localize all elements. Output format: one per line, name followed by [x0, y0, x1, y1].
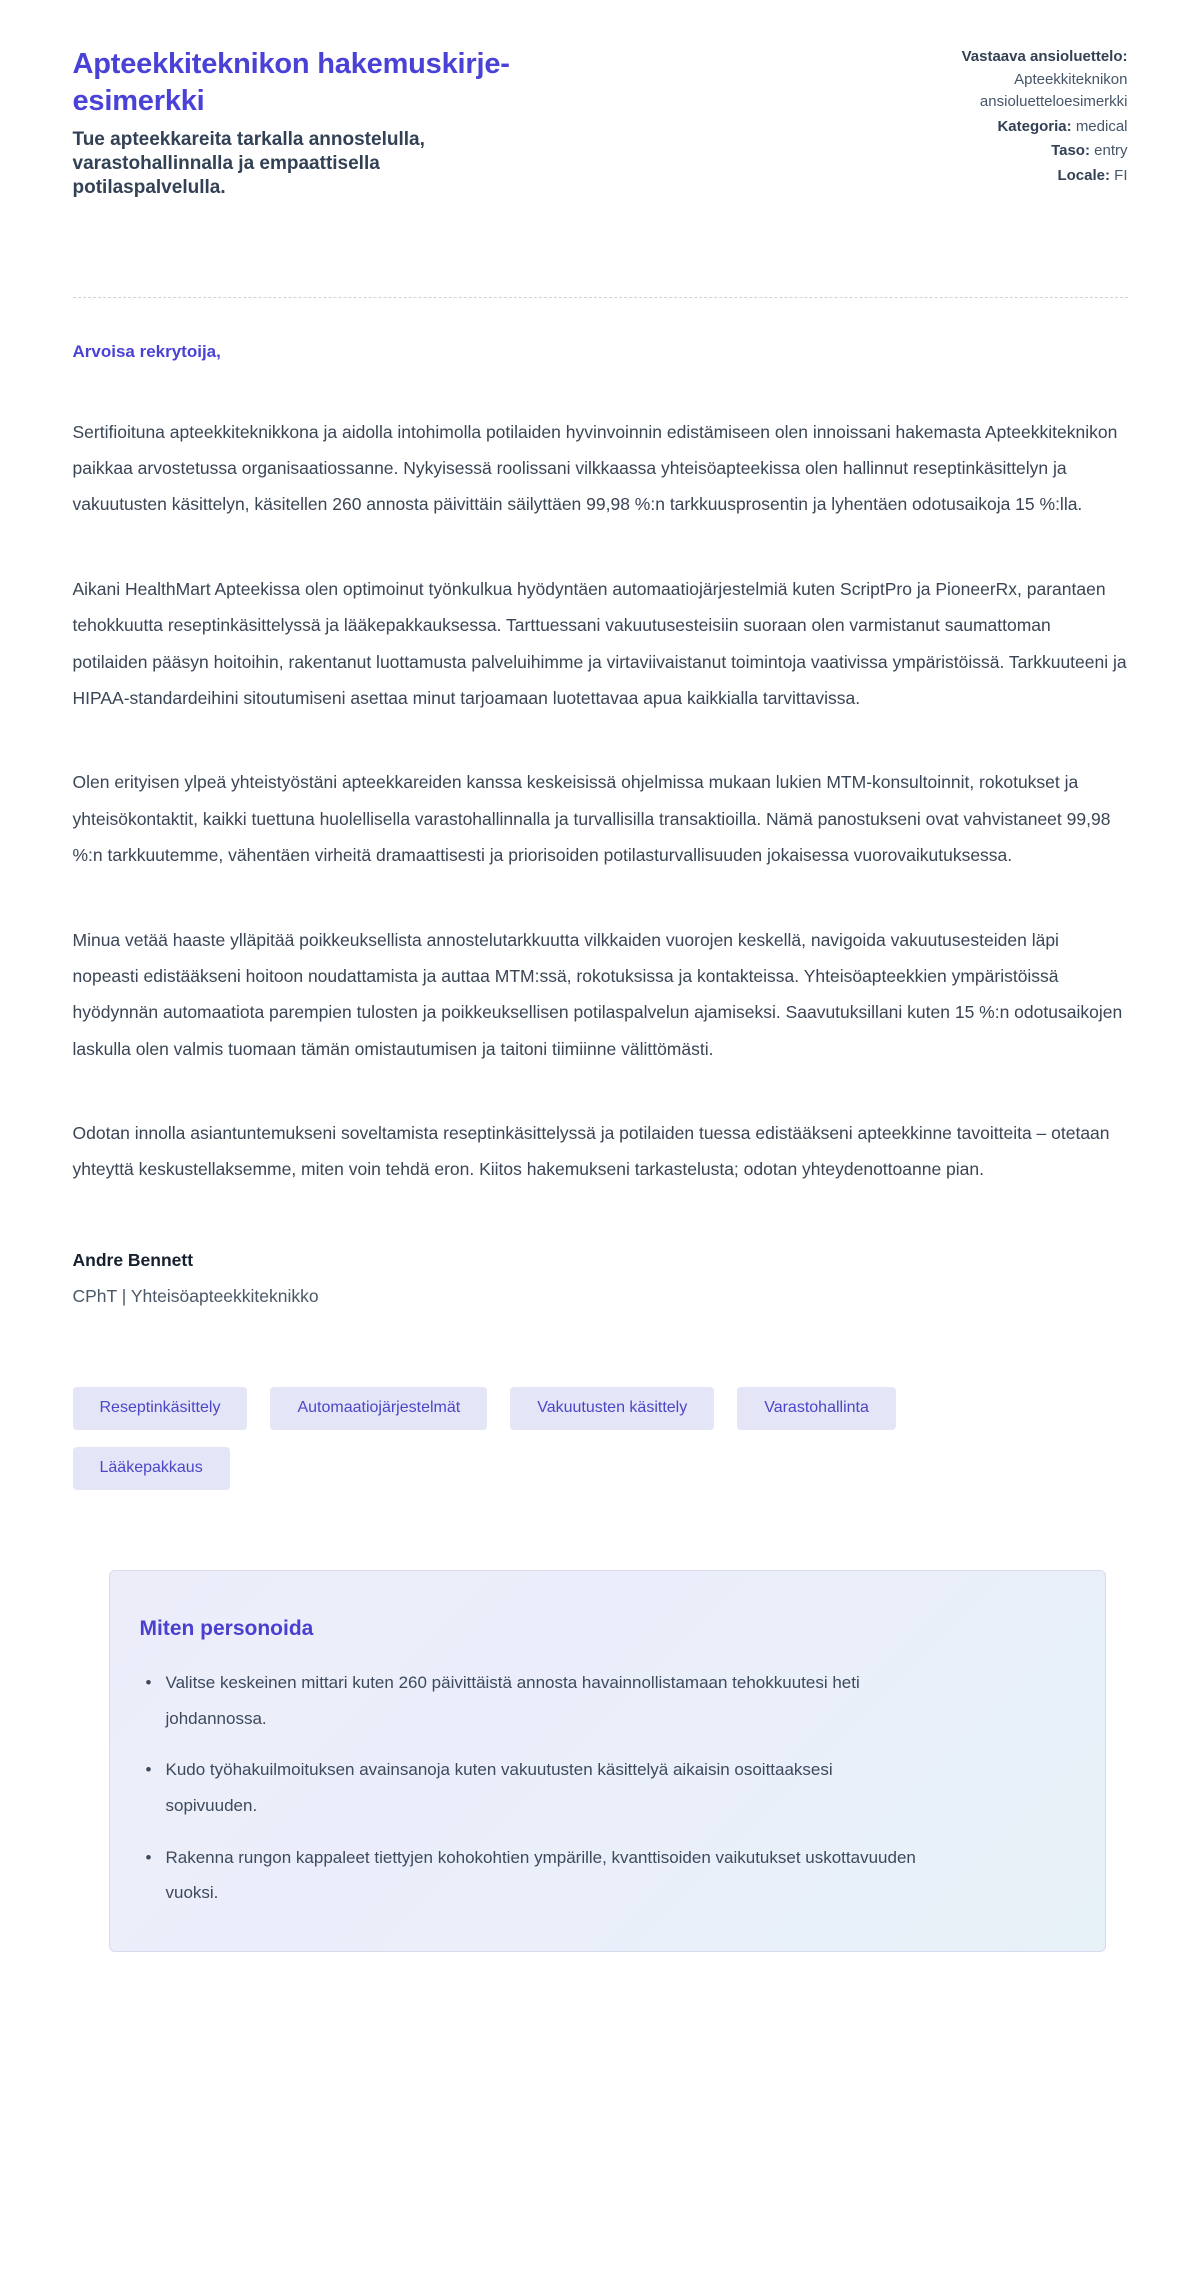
personalize-bullet-text: Kudo työhakuilmoituksen avainsanoja kuten vakuutusten käsittelyä aikaisin osoittaaksesi sopivuuden.	[165, 1760, 833, 1815]
meta-level-value: entry	[1094, 142, 1128, 159]
personalize-bullet	[140, 1752, 920, 1823]
header-title-block	[73, 46, 593, 201]
meta-resume-label: Vastaava ansioluettelo:	[961, 48, 1128, 65]
bullet-dot-icon: •	[145, 1847, 152, 1867]
personalize-heading: Miten personoida	[139, 1616, 314, 1640]
personalize-bullet	[140, 1665, 920, 1736]
skill-tag: Vakuutusten käsittely	[510, 1387, 714, 1430]
meta-level-row	[893, 140, 1128, 163]
skill-tag: Automaatiojärjestelmät	[270, 1387, 487, 1430]
personalize-list	[140, 1665, 920, 1911]
meta-resume-link: Apteekkiteknikon ansioluetteloesimerkki	[979, 70, 1128, 110]
bullet-dot-icon: •	[145, 1672, 152, 1692]
signature-name: Andre Bennett	[72, 1249, 194, 1270]
cover-letter-page	[73, 0, 1128, 2027]
meta-category-label: Kategoria:	[997, 117, 1072, 135]
bullet-dot-icon: •	[145, 1760, 152, 1780]
personalize-box	[109, 1570, 1106, 1952]
meta-locale-row	[893, 165, 1128, 188]
personalize-bullet-text: Rakenna rungon kappaleet tiettyjen kohokohtien ympärille, kvanttisoiden vaikutukset uskottavuuden vuoksi.	[165, 1847, 916, 1903]
skill-tag: Lääkepakkaus	[73, 1447, 230, 1490]
meta-level-label: Taso:	[1051, 142, 1090, 159]
skill-tag: Reseptinkäsittely	[73, 1387, 248, 1430]
meta-resume-row	[893, 46, 1128, 114]
skill-tag: Varastohallinta	[737, 1387, 896, 1430]
letter-signature	[73, 1250, 1128, 1307]
header-divider	[73, 297, 1128, 298]
skill-tag-list	[73, 1387, 1073, 1490]
meta-locale-value: FI	[1114, 166, 1128, 184]
letter-paragraph: Odotan innolla asiantuntemukseni soveltamista reseptinkäsittelyssä ja potilaiden tuessa edistääkseni apteekkinne tavoitteita – otetaan yhteyttä keskustellaksemme, miten voin tehdä eron. Kiitos hakemukseni tarkastelusta; odotan yhteydenottoanne pian.	[72, 1123, 1110, 1180]
meta-category-row	[893, 116, 1128, 139]
page-header	[73, 46, 1128, 201]
personalize-bullet-text: Valitse keskeinen mittari kuten 260 päivittäistä annosta havainnollistamaan tehokkuutesi heti johdannossa.	[165, 1672, 860, 1728]
letter-body	[73, 414, 1128, 1188]
letter-paragraph: Olen erityisen ylpeä yhteistyöstäni apteekkareiden kanssa keskeisissä ohjelmissa mukaan lukien MTM-konsultoinnit, rokotukset ja yhteisökontaktit, kaikki tuettuna huolellisella varastohallinnalla ja turvallisilla transaktioilla. Nämä panostukseni ovat vahvistaneet 99,98 %:n tarkkuutemme, vähentäen virheitä dramaattisesti ja priorisoiden potilasturvallisuuden jokaisessa vuorovaikutuksessa.	[72, 772, 1111, 866]
meta-category-value: medical	[1075, 117, 1128, 135]
signature-role: CPhT | Yhteisöapteekkiteknikko	[72, 1285, 319, 1306]
letter-paragraph: Aikani HealthMart Apteekissa olen optimoinut työnkulkua hyödyntäen automaatiojärjestelmiä kuten ScriptPro ja PioneerRx, parantaen tehokkuutta reseptinkäsittelyssä ja lääkepakkauksessa. Tarttuessani vakuutusesteisiin suoraan olen varmistanut saumattoman potilaiden pääsyn hoitoihin, rakentanut luottamusta palveluihimme ja virtaviivaistanut toimintoja vaativissa ympäristöissä. Tarkkuuteeni ja HIPAA-standardeihini sitoutumiseni asettaa minut tarjoamaan luotettavaa apua kaikkialla tarvittavissa.	[72, 578, 1127, 708]
meta-panel	[893, 46, 1128, 189]
page-subtitle: Tue apteekkareita tarkalla annostelulla, varastohallinnalla ja empaattisella potilaspalvelulla.	[72, 129, 425, 199]
page-title: Apteekkiteknikon hakemuskirje-esimerkki	[72, 48, 510, 118]
letter-paragraph: Sertifioituna apteekkiteknikkona ja aidolla intohimolla potilaiden hyvinvoinnin edistämiseen olen innoissani hakemasta Apteekkiteknikon paikkaa arvostetussa organisaatiossanne. Nykyisessä roolissani vilkkaassa yhteisöapteekissa olen hallinnut reseptinkäsittelyn ja vakuutusten käsittelyn, käsitellen 260 annosta päivittäin säilyttäen 99,98 %:n tarkkuusprosentin ja lyhentäen odotusaikoja 15 %:lla.	[72, 421, 1118, 515]
letter-greeting: Arvoisa rekrytoija,	[72, 341, 221, 361]
meta-locale-label: Locale:	[1057, 166, 1110, 184]
letter-paragraph: Minua vetää haaste ylläpitää poikkeuksellista annostelutarkkuutta vilkkaiden vuorojen keskellä, navigoida vakuutusesteiden läpi nopeasti edistääkseni hoitoon noudattamista ja auttaa MTM:ssä, rokotuksissa ja kontakteissa. Yhteisöapteekkien ympäristöissä hyödynnän automaatiota parempien tulosten ja poikkeuksellisen potilaspalvelun ajamiseksi. Saavutuksillani kuten 15 %:n odotusaikojen laskulla olen valmis tuomaan tämän omistautumisen ja taitoni tiimiinne välittömästi.	[72, 929, 1123, 1059]
personalize-bullet	[140, 1840, 920, 1911]
